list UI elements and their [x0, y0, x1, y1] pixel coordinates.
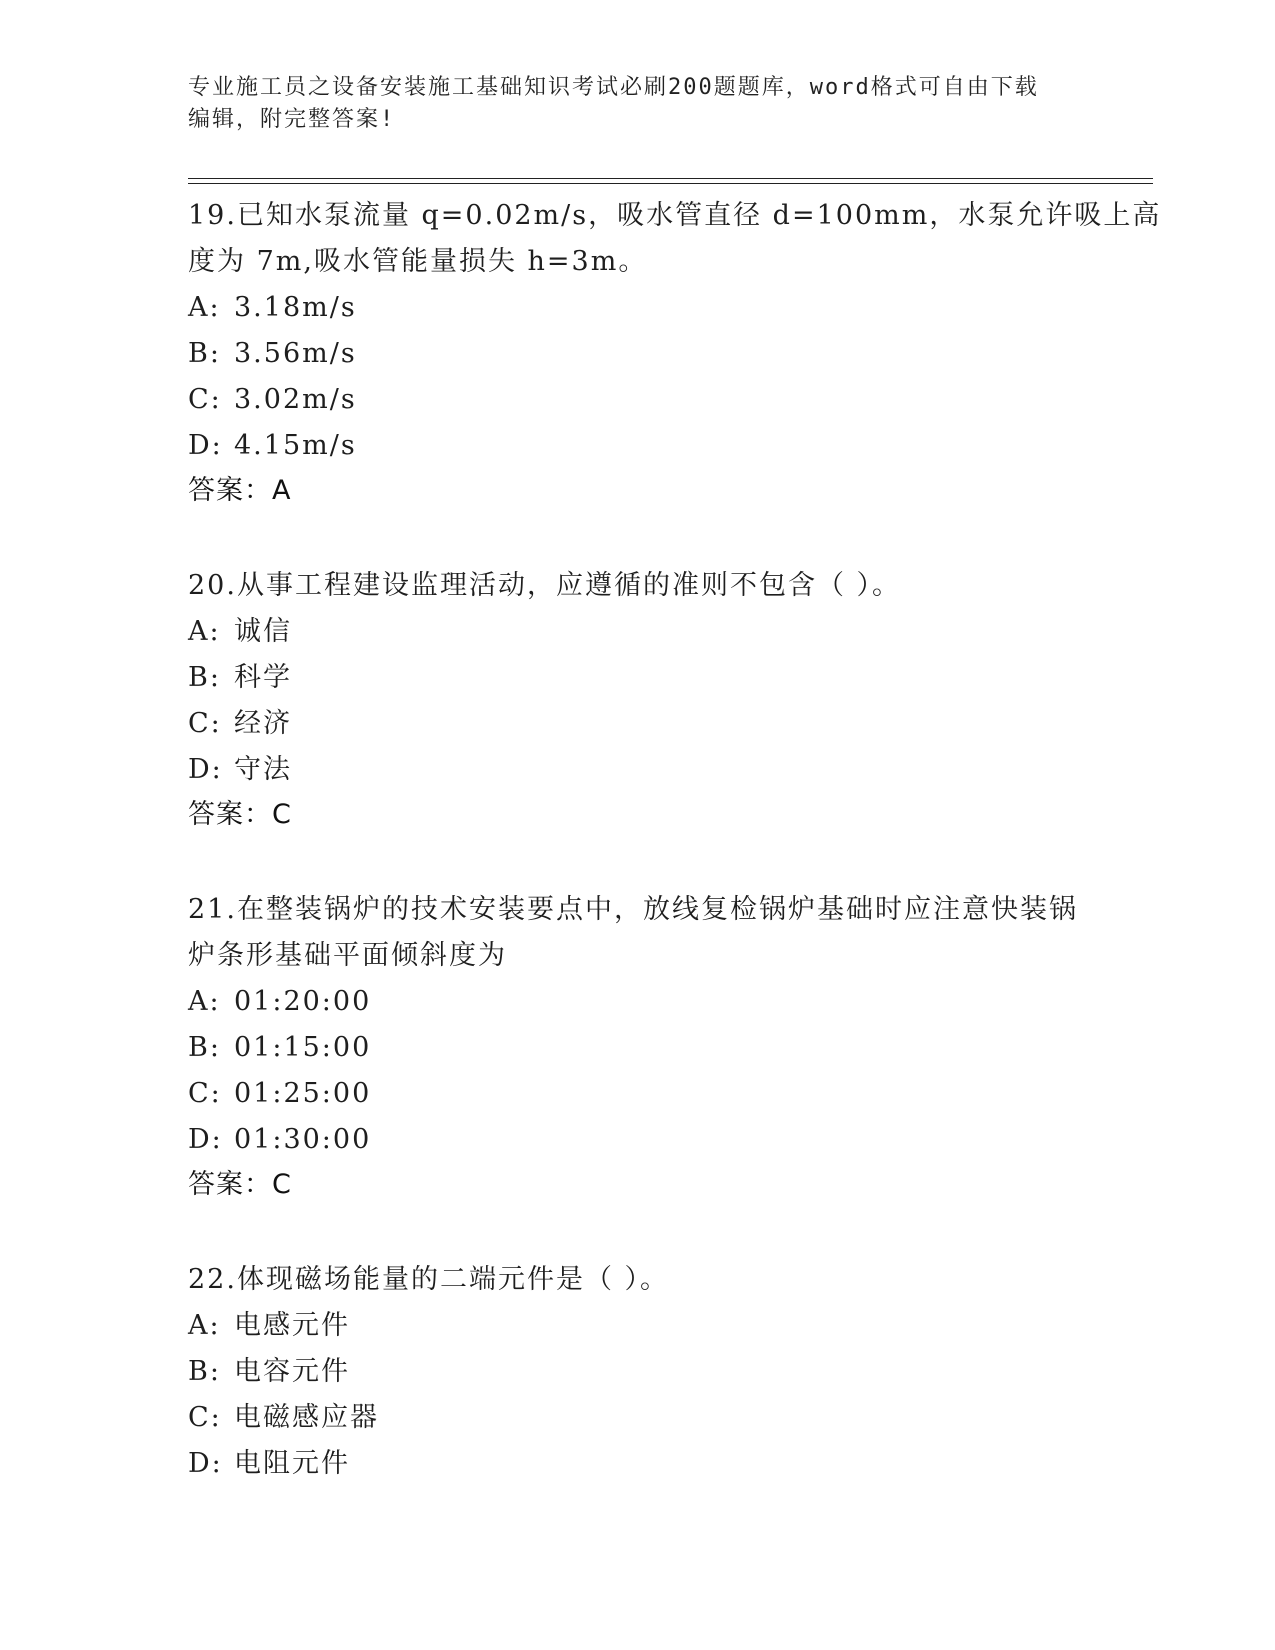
option-key: B: [188, 662, 221, 693]
question-stem [188, 1257, 1108, 1303]
option-key: D: [188, 1124, 223, 1155]
question-item [188, 563, 1108, 837]
header-line-1: 专业施工员之设备安装施工基础知识考试必刷200题题库，word格式可自由下载 [188, 75, 1039, 100]
answer-option [188, 1117, 1108, 1163]
document-header [188, 72, 1088, 136]
answer-option [188, 1441, 1108, 1487]
option-text: 经济 [234, 708, 292, 739]
answer-option [188, 609, 1108, 655]
answer-option [188, 423, 1108, 469]
option-key: D: [188, 1448, 223, 1479]
answer-option [188, 701, 1108, 747]
answer-option [188, 655, 1108, 701]
answer-option [188, 285, 1108, 331]
answer-line: 答案：A [188, 475, 292, 506]
option-key: D: [188, 754, 223, 785]
answer-option [188, 1025, 1108, 1071]
option-text: 诚信 [234, 616, 292, 647]
answer-line: 答案：C [188, 1169, 292, 1200]
question-stem [188, 887, 1108, 979]
option-text: 3.56m/s [234, 338, 357, 369]
question-stem [188, 563, 1108, 609]
question-list [188, 193, 1162, 1537]
question-stem-line: 20.从事工程建设监理活动，应遵循的准则不包含（ ）。 [188, 570, 902, 601]
option-text: 3.18m/s [234, 292, 357, 323]
option-key: C: [188, 384, 222, 415]
option-text: 电阻元件 [234, 1448, 350, 1479]
question-stem-line: 度为 7m,吸水管能量损失 h=3m。 [188, 246, 648, 277]
option-text: 01:30:00 [234, 1124, 372, 1155]
question-item [188, 887, 1108, 1207]
answer-option [188, 331, 1108, 377]
option-key: C: [188, 1402, 222, 1433]
question-stem [188, 193, 1162, 285]
answer-option [188, 1395, 1108, 1441]
option-key: C: [188, 1078, 222, 1109]
option-key: A: [188, 986, 221, 1017]
header-line-2: 编辑，附完整答案! [188, 107, 396, 132]
header-divider-top [188, 178, 1153, 179]
question-stem-line: 22.体现磁场能量的二端元件是（ ）。 [188, 1264, 670, 1295]
option-text: 电磁感应器 [234, 1402, 379, 1433]
question-item [188, 1257, 1108, 1487]
answer-option [188, 979, 1108, 1025]
answer-option [188, 747, 1108, 793]
option-text: 01:15:00 [234, 1032, 372, 1063]
option-text: 01:20:00 [234, 986, 372, 1017]
question-item [188, 193, 1162, 513]
option-key: B: [188, 1032, 221, 1063]
option-key: C: [188, 708, 222, 739]
option-key: D: [188, 430, 223, 461]
option-key: A: [188, 1310, 221, 1341]
option-text: 电感元件 [234, 1310, 350, 1341]
option-key: A: [188, 616, 221, 647]
option-key: B: [188, 1356, 221, 1387]
option-text: 01:25:00 [234, 1078, 372, 1109]
question-stem-line: 炉条形基础平面倾斜度为 [188, 940, 507, 971]
option-text: 科学 [234, 662, 292, 693]
question-stem-line: 21.在整装锅炉的技术安装要点中，放线复检锅炉基础时应注意快装锅 [188, 894, 1078, 925]
answer-option [188, 377, 1108, 423]
answer-line: 答案：C [188, 799, 292, 830]
option-key: A: [188, 292, 221, 323]
answer-option [188, 1071, 1108, 1117]
option-text: 3.02m/s [234, 384, 357, 415]
question-stem-line: 19.已知水泵流量 q=0.02m/s，吸水管直径 d=100mm，水泵允许吸上高 [188, 200, 1162, 231]
option-key: B: [188, 338, 221, 369]
option-text: 电容元件 [234, 1356, 350, 1387]
header-divider-bottom [188, 183, 1153, 184]
option-text: 守法 [234, 754, 292, 785]
answer-option [188, 1303, 1108, 1349]
option-text: 4.15m/s [234, 430, 357, 461]
answer-option [188, 1349, 1108, 1395]
